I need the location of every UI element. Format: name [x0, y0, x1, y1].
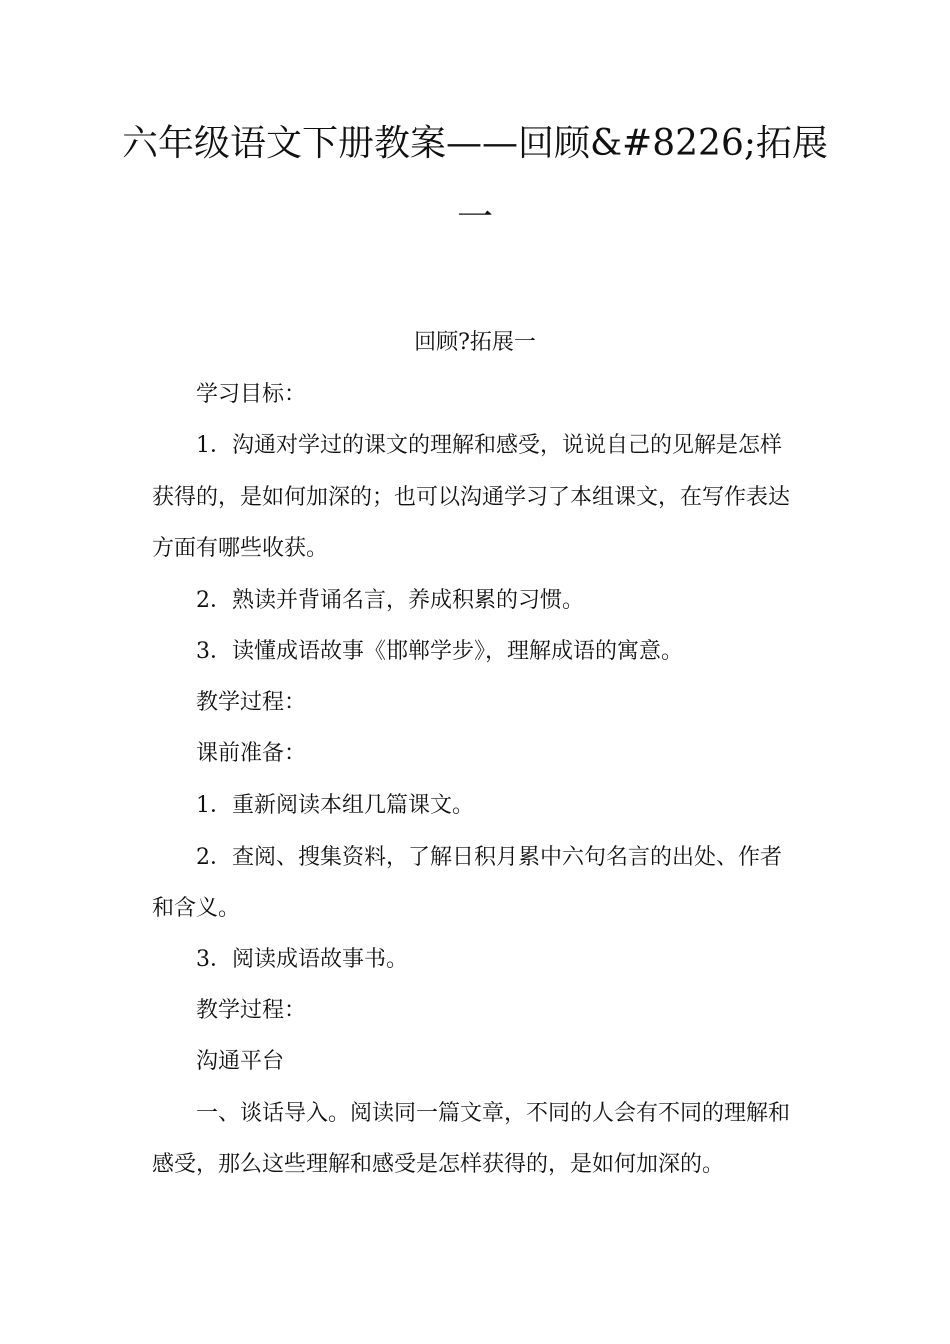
paragraph-line: 1．重新阅读本组几篇课文。 — [196, 793, 474, 818]
section-subtitle: 回顾?拓展一 — [414, 330, 536, 355]
document-title-line-1: 六年级语文下册教案——回顾&#8226;拓展 — [122, 123, 828, 164]
document-title-line-2: 一 — [456, 197, 493, 238]
paragraph-line: 课前准备： — [196, 741, 307, 766]
paragraph-line: 和含义。 — [152, 896, 241, 921]
paragraph-line: 沟通平台 — [196, 1049, 285, 1074]
paragraph-line: 教学过程： — [196, 690, 307, 715]
paragraph-line: 学习目标： — [196, 382, 307, 407]
paragraph-line: 教学过程： — [196, 998, 307, 1023]
paragraph-line: 2．查阅、搜集资料，了解日积月累中六句名言的出处、作者 — [196, 845, 782, 870]
paragraph-line: 方面有哪些收获。 — [152, 536, 329, 561]
paragraph-line: 3．读懂成语故事《邯郸学步》，理解成语的寓意。 — [196, 639, 683, 664]
paragraph-line: 一、谈话导入。阅读同一篇文章，不同的人会有不同的理解和 — [196, 1101, 791, 1126]
paragraph-line: 1．沟通对学过的课文的理解和感受，说说自己的见解是怎样 — [196, 433, 782, 458]
paragraph-line: 2．熟读并背诵名言，养成积累的习惯。 — [196, 588, 584, 613]
paragraph-line: 3．阅读成语故事书。 — [196, 947, 408, 972]
paragraph-line: 感受，那么这些理解和感受是怎样获得的，是如何加深的。 — [152, 1152, 725, 1177]
paragraph-line: 获得的，是如何加深的；也可以沟通学习了本组课文，在写作表达 — [152, 485, 791, 510]
